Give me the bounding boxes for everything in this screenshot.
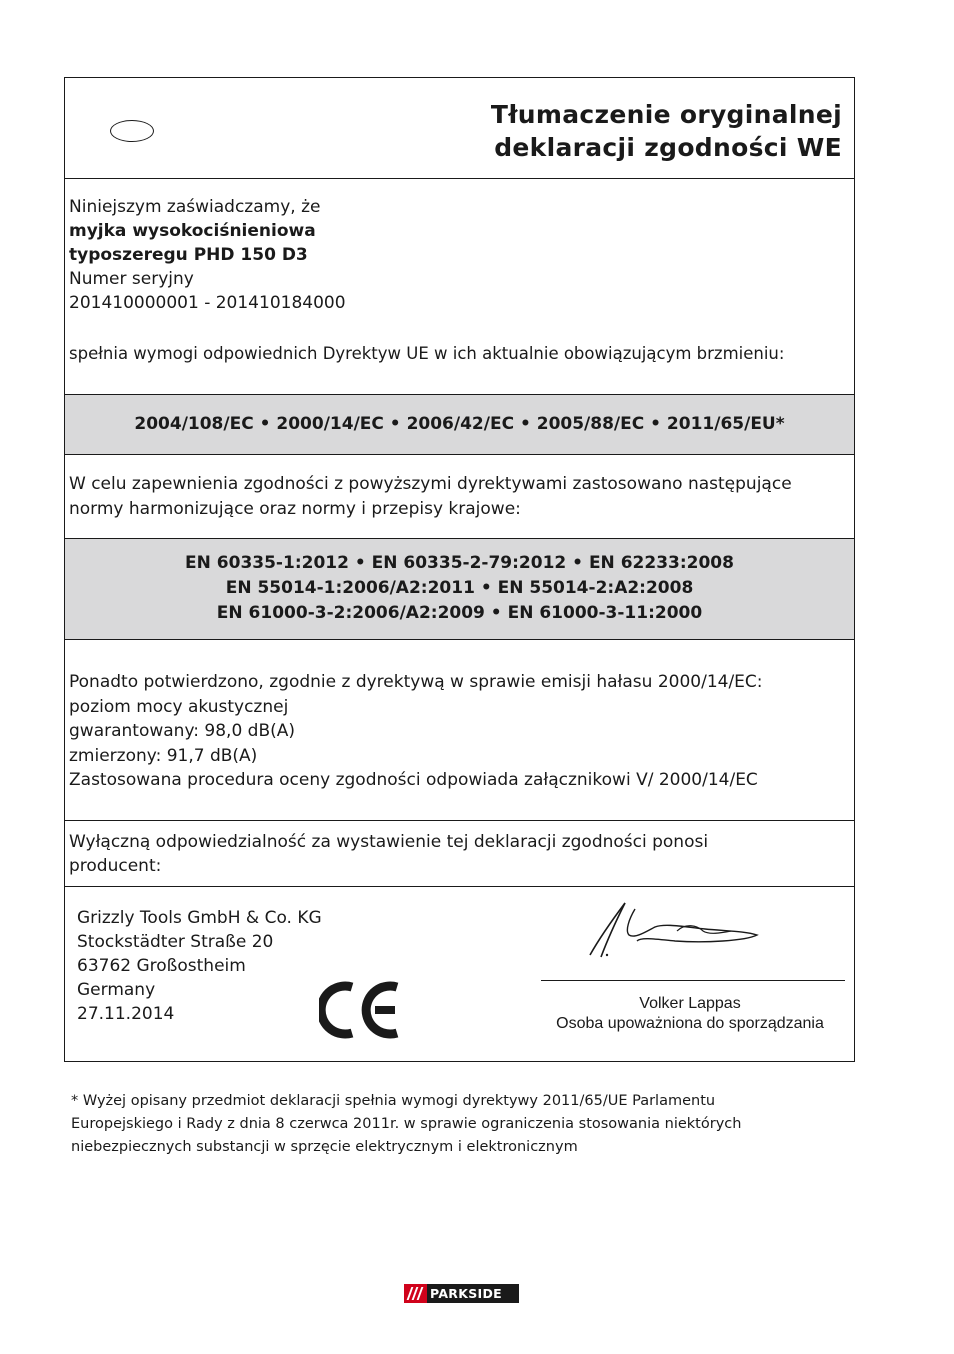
header-section xyxy=(65,78,854,178)
serial-range: 201410000001 - 201410184000 xyxy=(69,293,346,313)
serial-label: Numer seryjny xyxy=(69,269,194,289)
page-title xyxy=(491,98,842,164)
responsibility-line-2: producent: xyxy=(69,856,162,876)
signature-section xyxy=(65,886,854,1061)
norm-line: EN 55014-1:2006/A2:2011 • EN 55014-2:A2:2008 xyxy=(225,578,694,598)
manufacturer-street: Stockstädter Straße 20 xyxy=(77,932,274,952)
signer-name: Volker Lappas xyxy=(639,995,741,1012)
title-line-2: deklaracji zgodności WE xyxy=(494,133,842,162)
parkside-logo xyxy=(404,1284,519,1303)
norm-line: EN 60335-1:2012 • EN 60335-2-79:2012 • EN 62233:2008 xyxy=(185,553,734,573)
logo-stripes-icon xyxy=(404,1284,427,1303)
footnote-line: niebezpiecznych substancji w sprzęcie elektrycznym i elektronicznym xyxy=(71,1139,578,1155)
signer-role: Osoba upoważniona do sporządzania xyxy=(556,1015,824,1032)
footnote-line: Europejskiego i Rady z dnia 8 czerwca 2011r. w sprawie ograniczenia stosowania niektórych xyxy=(71,1116,742,1132)
declaration-frame xyxy=(64,77,855,1062)
manufacturer-address xyxy=(77,906,322,1026)
norms-band xyxy=(65,538,854,639)
footnote-line: * Wyżej opisany przedmiot deklaracji spełnia wymogi dyrektywy 2011/65/UE Parlamentu xyxy=(71,1093,716,1109)
sound-power-label: poziom mocy akustycznej xyxy=(69,696,289,717)
norms-intro-line-2: normy harmonizujące oraz normy i przepisy krajowe: xyxy=(69,499,521,519)
measured-level: zmierzony: 91,7 dB(A) xyxy=(69,745,258,766)
signature-line xyxy=(541,980,845,981)
directives-list: 2004/108/EC • 2000/14/EC • 2006/42/EC • 2005/88/EC • 2011/65/EU* xyxy=(134,414,785,434)
directives-band xyxy=(65,394,854,454)
manufacturer-city: 63762 Großostheim xyxy=(77,956,246,976)
norms-intro-section xyxy=(65,454,854,538)
language-oval-icon xyxy=(110,120,154,142)
ce-mark-icon xyxy=(319,977,404,1043)
responsibility-section xyxy=(65,820,854,886)
norms-intro-line-1: W celu zapewnienia zgodności z powyższymi dyrektywami zastosowano następujące xyxy=(69,474,792,494)
assessment-procedure: Zastosowana procedura oceny zgodności odpowiada załącznikowi V/ 2000/14/EC xyxy=(69,770,758,790)
manufacturer-country: Germany xyxy=(77,980,156,1000)
noise-section xyxy=(65,639,854,820)
requirement-statement: spełnia wymogi odpowiednich Dyrektyw UE w ich aktualnie obowiązującym brzmieniu: xyxy=(69,344,785,363)
title-line-1: Tłumaczenie oryginalnej xyxy=(490,100,842,129)
handwritten-signature xyxy=(585,897,775,965)
footnote xyxy=(71,1090,861,1159)
guaranteed-level: gwarantowany: 98,0 dB(A) xyxy=(69,721,296,741)
norms-list xyxy=(65,539,854,626)
intro-statement: Niniejszym zaświadczamy, że xyxy=(69,197,321,217)
noise-statement: Ponadto potwierdzono, zgodnie z dyrektywą w sprawie emisji hałasu 2000/14/EC: xyxy=(69,672,763,692)
responsibility-line-1: Wyłączną odpowiedzialność za wystawienie tej deklaracji zgodności ponosi xyxy=(69,832,709,852)
intro-section xyxy=(65,178,854,394)
norm-line: EN 61000-3-2:2006/A2:2009 • EN 61000-3-11:2000 xyxy=(216,603,703,623)
product-type: typoszeregu PHD 150 D3 xyxy=(69,245,308,265)
logo-text: PARKSIDE xyxy=(430,1286,502,1301)
manufacturer-name: Grizzly Tools GmbH & Co. KG xyxy=(77,908,322,928)
product-name: myjka wysokociśnieniowa xyxy=(69,221,316,241)
declaration-date: 27.11.2014 xyxy=(77,1004,175,1024)
